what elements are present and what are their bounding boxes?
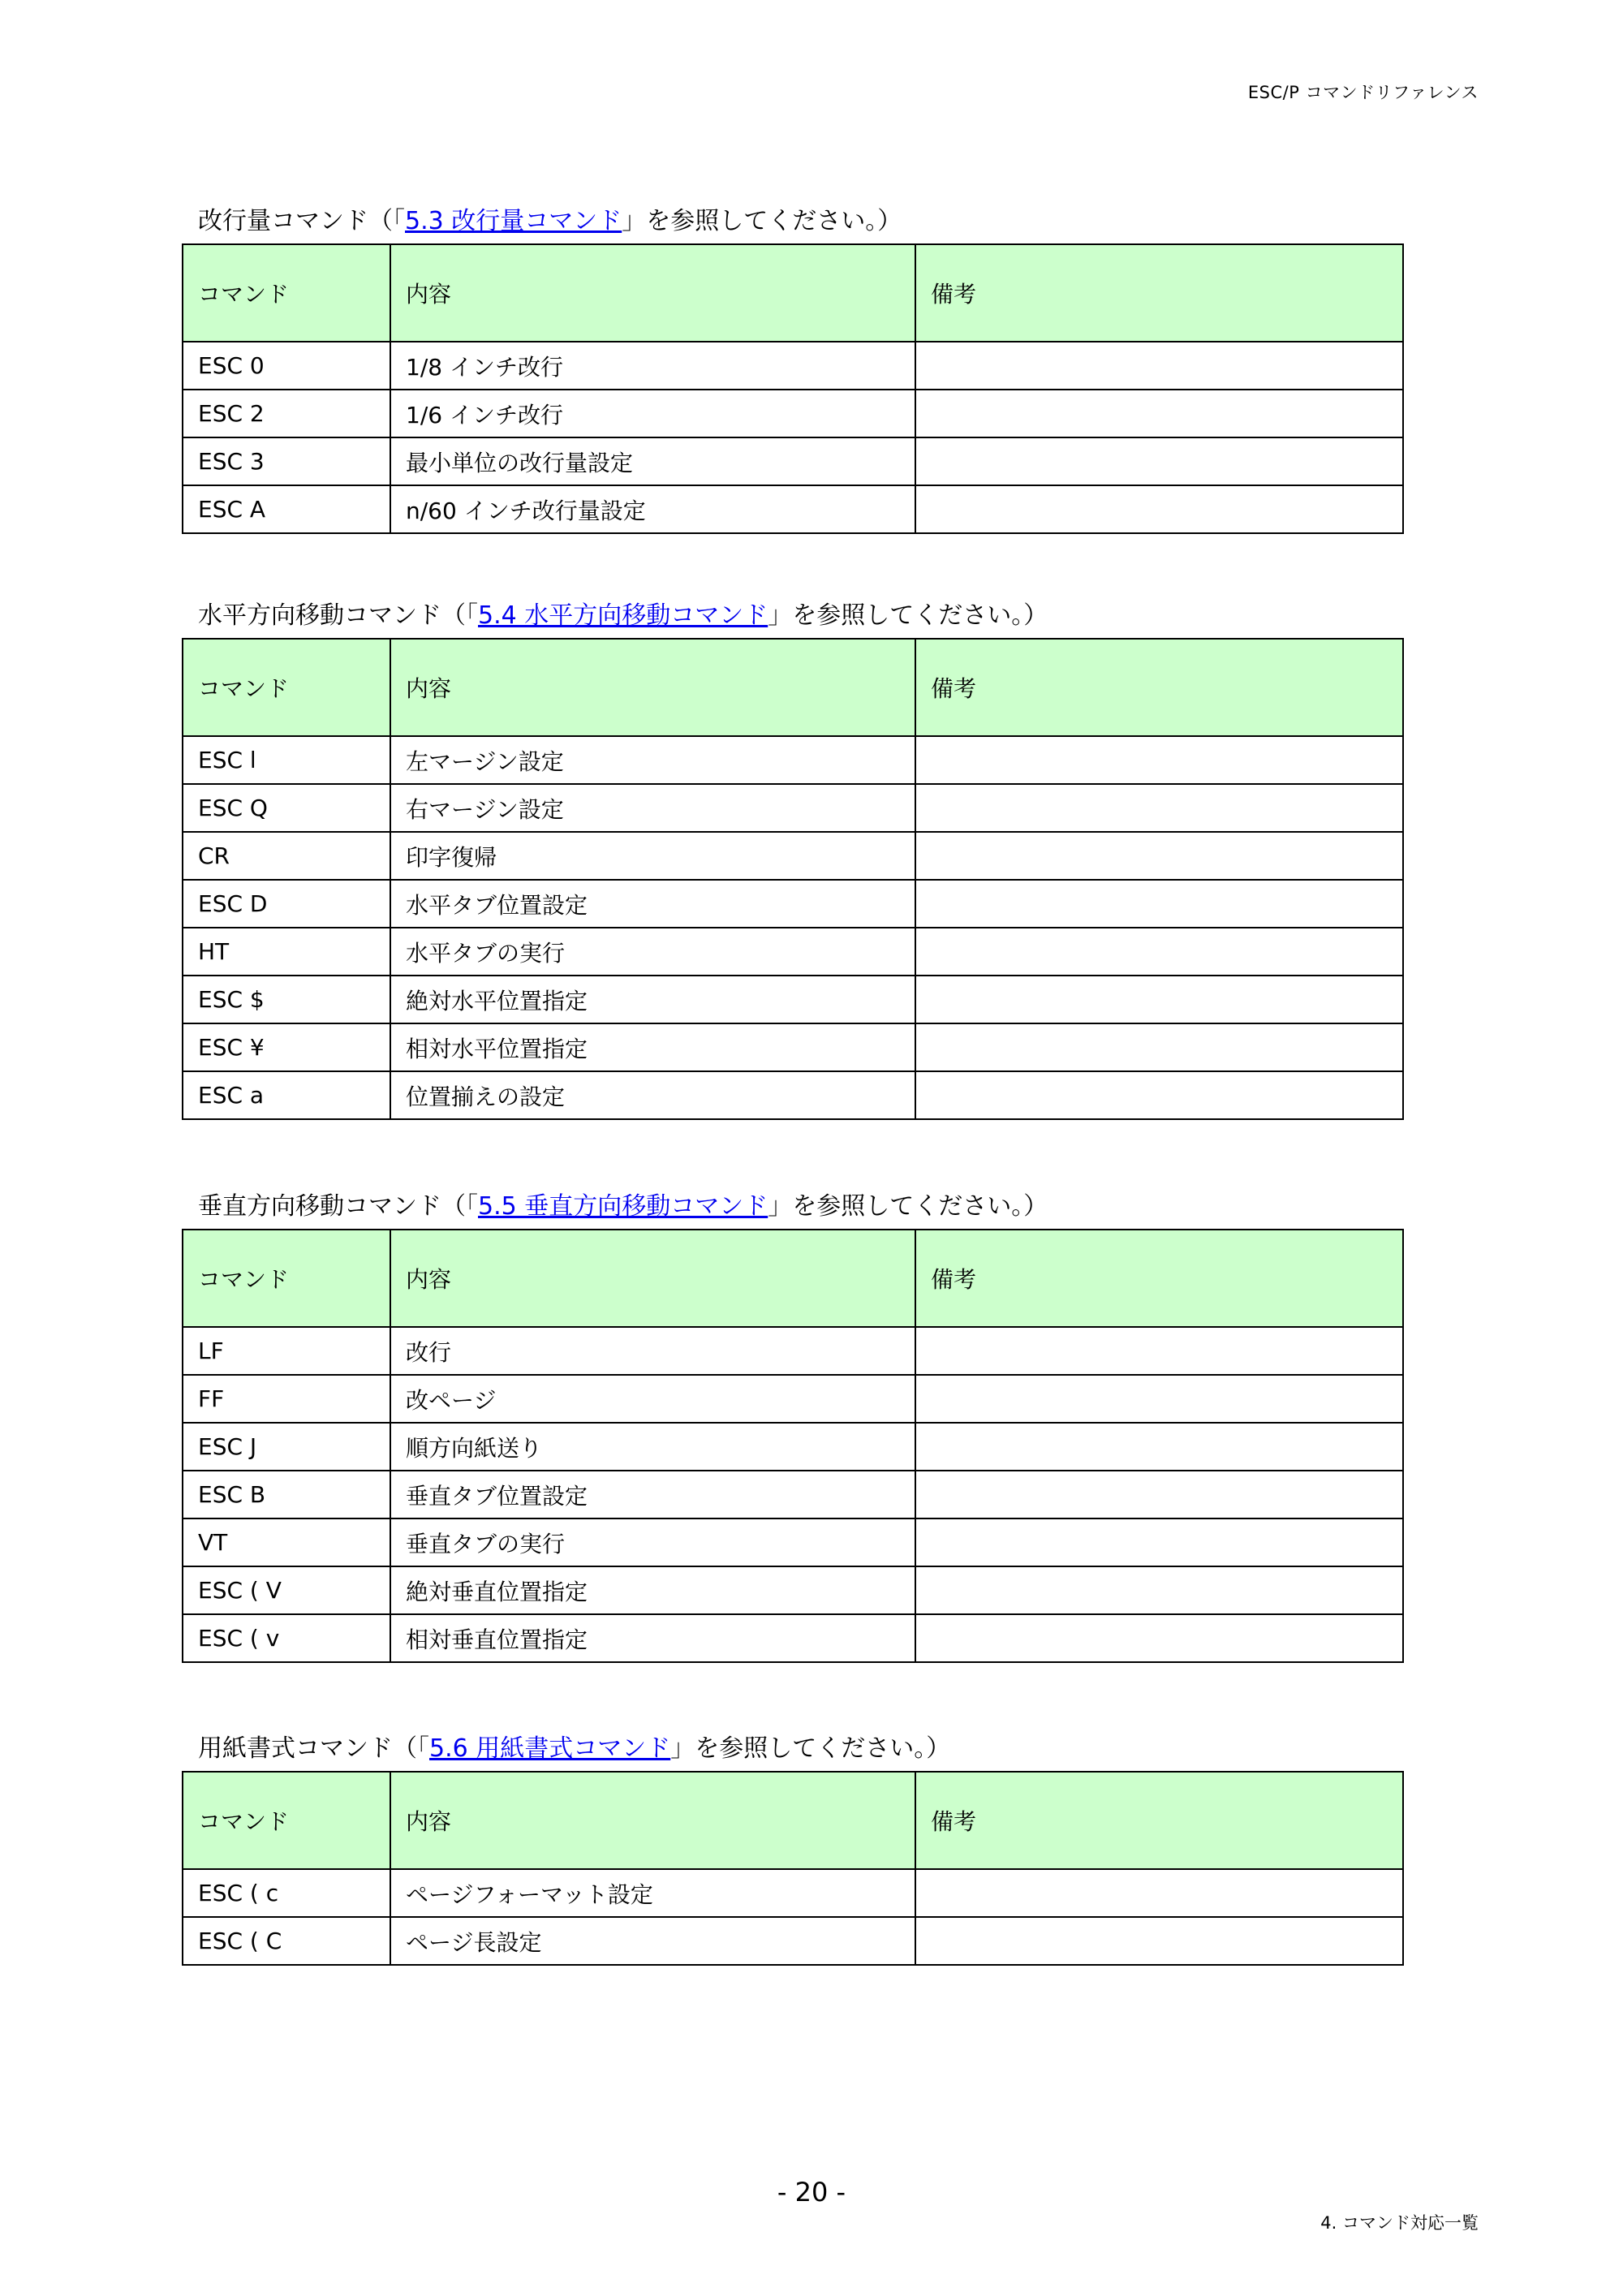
notes-cell bbox=[915, 880, 1403, 928]
table-header-row bbox=[183, 639, 1403, 736]
column-header-content: 内容 bbox=[390, 1230, 915, 1327]
notes-cell bbox=[915, 1917, 1403, 1965]
table-row bbox=[183, 1023, 1403, 1071]
content-cell: 1/8 インチ改行 bbox=[390, 342, 915, 390]
notes-cell bbox=[915, 928, 1403, 976]
command-cell: VT bbox=[183, 1518, 390, 1566]
column-header-command: コマンド bbox=[183, 1772, 390, 1869]
content-cell: 左マージン設定 bbox=[390, 736, 915, 784]
content-cell: 順方向紙送り bbox=[390, 1423, 915, 1471]
xref-link[interactable]: 5.4 水平方向移動コマンド bbox=[478, 601, 768, 630]
table-row bbox=[183, 1327, 1403, 1375]
column-header-command: コマンド bbox=[183, 639, 390, 736]
table-row bbox=[183, 880, 1403, 928]
command-cell: ESC ( C bbox=[183, 1917, 390, 1965]
table-header-row bbox=[183, 244, 1403, 342]
content-cell: 水平タブの実行 bbox=[390, 928, 915, 976]
command-cell: ESC 2 bbox=[183, 390, 390, 437]
xref-link[interactable]: 5.3 改行量コマンド bbox=[405, 207, 622, 235]
command-cell: ESC J bbox=[183, 1423, 390, 1471]
page-number: - 20 - bbox=[777, 2177, 846, 2208]
content-cell: 相対垂直位置指定 bbox=[390, 1614, 915, 1662]
content-cell: ページフォーマット設定 bbox=[390, 1869, 915, 1917]
notes-cell bbox=[915, 1375, 1403, 1423]
table-row bbox=[183, 485, 1403, 533]
table-row bbox=[183, 1423, 1403, 1471]
command-cell: ESC D bbox=[183, 880, 390, 928]
command-cell: ESC B bbox=[183, 1471, 390, 1518]
running-header: ESC/P コマンドリファレンス bbox=[1247, 83, 1479, 102]
notes-cell bbox=[915, 1869, 1403, 1917]
notes-cell bbox=[915, 1566, 1403, 1614]
content-cell: 位置揃えの設定 bbox=[390, 1071, 915, 1119]
column-header-command: コマンド bbox=[183, 244, 390, 342]
table-row bbox=[183, 1518, 1403, 1566]
table-row bbox=[183, 1566, 1403, 1614]
notes-cell bbox=[915, 342, 1403, 390]
table-row bbox=[183, 1071, 1403, 1119]
table-row bbox=[183, 832, 1403, 880]
content-cell: 印字復帰 bbox=[390, 832, 915, 880]
column-header-notes: 備考 bbox=[915, 1772, 1403, 1869]
column-header-notes: 備考 bbox=[915, 1230, 1403, 1327]
command-cell: ESC ( V bbox=[183, 1566, 390, 1614]
content-cell: 1/6 インチ改行 bbox=[390, 390, 915, 437]
content-cell: 絶対水平位置指定 bbox=[390, 976, 915, 1023]
content-cell: 垂直タブの実行 bbox=[390, 1518, 915, 1566]
command-table bbox=[182, 1229, 1404, 1663]
command-cell: ESC 3 bbox=[183, 437, 390, 485]
section-title: 改行量コマンド（「5.3 改行量コマンド」を参照してください。） bbox=[198, 207, 902, 235]
notes-cell bbox=[915, 1423, 1403, 1471]
column-header-command: コマンド bbox=[183, 1230, 390, 1327]
notes-cell bbox=[915, 784, 1403, 832]
command-cell: LF bbox=[183, 1327, 390, 1375]
command-cell: ESC ( c bbox=[183, 1869, 390, 1917]
notes-cell bbox=[915, 437, 1403, 485]
notes-cell bbox=[915, 485, 1403, 533]
command-cell: FF bbox=[183, 1375, 390, 1423]
notes-cell bbox=[915, 736, 1403, 784]
section-horizontal-movement bbox=[182, 601, 1402, 1120]
table-row bbox=[183, 928, 1403, 976]
table-row bbox=[183, 390, 1403, 437]
column-header-content: 内容 bbox=[390, 639, 915, 736]
command-cell: CR bbox=[183, 832, 390, 880]
section-title: 水平方向移動コマンド（「5.4 水平方向移動コマンド」を参照してください。） bbox=[198, 601, 1048, 630]
command-cell: ESC ¥ bbox=[183, 1023, 390, 1071]
table-row bbox=[183, 1917, 1403, 1965]
column-header-content: 内容 bbox=[390, 1772, 915, 1869]
section-page-format bbox=[182, 1734, 1402, 1966]
section-line-feed bbox=[182, 207, 1402, 534]
content-cell: 改行 bbox=[390, 1327, 915, 1375]
table-header-row bbox=[183, 1230, 1403, 1327]
content-cell: ページ長設定 bbox=[390, 1917, 915, 1965]
section-title: 用紙書式コマンド（「5.6 用紙書式コマンド」を参照してください。） bbox=[198, 1734, 951, 1763]
notes-cell bbox=[915, 1518, 1403, 1566]
command-cell: ESC a bbox=[183, 1071, 390, 1119]
table-row bbox=[183, 736, 1403, 784]
column-header-notes: 備考 bbox=[915, 639, 1403, 736]
xref-link[interactable]: 5.5 垂直方向移動コマンド bbox=[478, 1192, 768, 1221]
table-row bbox=[183, 1471, 1403, 1518]
running-footer: 4. コマンド対応一覧 bbox=[1320, 2213, 1479, 2233]
command-cell: HT bbox=[183, 928, 390, 976]
content-cell: 右マージン設定 bbox=[390, 784, 915, 832]
column-header-notes: 備考 bbox=[915, 244, 1403, 342]
content-cell: 最小単位の改行量設定 bbox=[390, 437, 915, 485]
notes-cell bbox=[915, 1071, 1403, 1119]
table-row bbox=[183, 437, 1403, 485]
content-cell: 水平タブ位置設定 bbox=[390, 880, 915, 928]
xref-link[interactable]: 5.6 用紙書式コマンド bbox=[429, 1734, 671, 1763]
table-row bbox=[183, 1375, 1403, 1423]
content-cell: 改ページ bbox=[390, 1375, 915, 1423]
command-cell: ESC 0 bbox=[183, 342, 390, 390]
notes-cell bbox=[915, 832, 1403, 880]
notes-cell bbox=[915, 390, 1403, 437]
table-row bbox=[183, 1614, 1403, 1662]
notes-cell bbox=[915, 1614, 1403, 1662]
command-cell: ESC l bbox=[183, 736, 390, 784]
notes-cell bbox=[915, 976, 1403, 1023]
notes-cell bbox=[915, 1471, 1403, 1518]
content-cell: 垂直タブ位置設定 bbox=[390, 1471, 915, 1518]
command-table bbox=[182, 1771, 1404, 1966]
content-cell: 絶対垂直位置指定 bbox=[390, 1566, 915, 1614]
command-table bbox=[182, 638, 1404, 1120]
section-vertical-movement bbox=[182, 1192, 1402, 1663]
notes-cell bbox=[915, 1023, 1403, 1071]
table-row bbox=[183, 342, 1403, 390]
table-row bbox=[183, 1869, 1403, 1917]
column-header-content: 内容 bbox=[390, 244, 915, 342]
command-cell: ESC Q bbox=[183, 784, 390, 832]
command-cell: ESC ( v bbox=[183, 1614, 390, 1662]
notes-cell bbox=[915, 1327, 1403, 1375]
section-title: 垂直方向移動コマンド（「5.5 垂直方向移動コマンド」を参照してください。） bbox=[198, 1192, 1048, 1221]
command-cell: ESC $ bbox=[183, 976, 390, 1023]
command-cell: ESC A bbox=[183, 485, 390, 533]
table-header-row bbox=[183, 1772, 1403, 1869]
command-table bbox=[182, 243, 1404, 534]
table-row bbox=[183, 976, 1403, 1023]
table-row bbox=[183, 784, 1403, 832]
content-cell: 相対水平位置指定 bbox=[390, 1023, 915, 1071]
content-cell: n/60 インチ改行量設定 bbox=[390, 485, 915, 533]
